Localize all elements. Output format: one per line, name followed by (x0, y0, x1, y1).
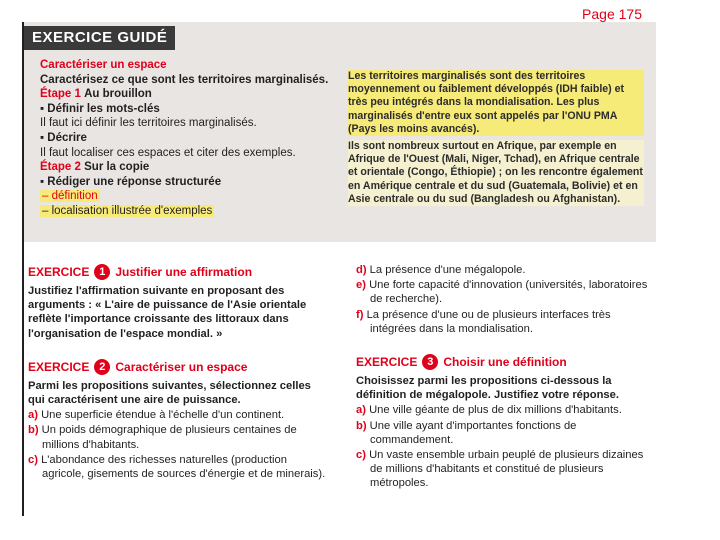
step1-title: Au brouillon (84, 88, 152, 101)
step2-item-write: ▪ Rédiger une réponse structurée (40, 175, 222, 188)
guided-question: Caractérisez ce que sont les territoires marginalisés. (40, 73, 329, 86)
page-number: Page 175 (582, 6, 642, 22)
right-column (356, 262, 652, 491)
left-column (28, 264, 328, 481)
step1-heading (40, 87, 340, 102)
textbook-page (22, 22, 656, 516)
exercise-2-option-e: e) Une forte capacité d'innovation (universités, laboratoires de recherche). (356, 279, 648, 306)
step2-item-definition: – définition (42, 190, 98, 203)
step2-title: Sur la copie (84, 161, 150, 174)
exercise-3-body: Choisissez parmi les propositions ci-dessous la définition de mégalopole. Justifiez votre réponse. (356, 375, 619, 402)
exercise-1-heading (28, 264, 328, 280)
exercise-2-option-c: c) L'abondance des richesses naturelles (production agricole, gisements de sources d'énergie et de minerais). (28, 453, 326, 481)
step1-label: Étape 1 (40, 88, 81, 101)
step1-item-describe: ▪ Décrire (40, 131, 87, 144)
exercise-1-body: Justifiez l'affirmation suivante en proposant des arguments : « L'aire de puissance de l'Asie orientale reflète l'importance croissante des littoraux dans l'organisation de l'espace mondial. » (28, 285, 307, 340)
guided-exercise-title: EXERCICE GUIDÉ (24, 26, 175, 50)
exercise-2-number-badge: 2 (94, 359, 110, 375)
exercise-3-option-b: b) Une ville ayant d'importantes fonctions de commandement. (356, 419, 577, 446)
exercise-1-title: Justifier une affirmation (115, 264, 253, 279)
exercise-3-number-badge: 3 (422, 354, 438, 370)
exercise-3-title: Choisir une définition (443, 354, 567, 369)
exercise-2-heading (28, 359, 328, 375)
step1-text-keywords: Il faut ici définir les territoires marginalisés. (40, 117, 257, 130)
exercise-2-option-f: f) La présence d'une ou de plusieurs interfaces très intégrées dans la mondialisation. (356, 308, 611, 335)
answer-localisation: Ils sont nombreux surtout en Afrique, par exemple en Afrique de l'Ouest (Mali, Niger, Tchad), en Afrique centrale et orientale (Congo, Éthiopie) ; on les rencontre également en Amérique centrale et du sud (Guatemala, Bolivie) et en Asie centrale ou du sud (Bangladesh ou Afghanistan). (348, 140, 643, 205)
step2-label: Étape 2 (40, 161, 81, 174)
exercise-2-label: EXERCICE (28, 359, 90, 374)
step1-item-keywords: ▪ Définir les mots-clés (40, 102, 160, 115)
guided-exercise-box (24, 22, 656, 242)
step2-heading (40, 160, 340, 175)
exercise-2-body: Parmi les propositions suivantes, sélectionnez celles qui caractérisent une aire de puissance. (28, 379, 311, 407)
guided-subtitle: Caractériser un espace (40, 59, 167, 71)
exercise-1-label: EXERCICE (28, 264, 90, 279)
answer-definition: Les territoires marginalisés sont des territoires moyennement ou faiblement développés (IDH faible) et très peu intégrés dans la mondialisation. Les plus marginalisés d'entre eux sont appelés par l'ONU PMA (Pays les moins avancés). (348, 70, 644, 136)
exercise-1-number-badge: 1 (94, 264, 110, 280)
exercise-2-option-d: d) La présence d'une mégalopole. (356, 264, 526, 276)
exercise-3-option-c: c) Un vaste ensemble urbain peuplé de plusieurs dizaines de millions d'habitants et constitué de plusieurs métropoles. (356, 449, 644, 490)
exercise-2-option-b: b) Un poids démographique de plusieurs centaines de millions d'habitants. (28, 424, 297, 451)
step2-item-localisation: – localisation illustrée d'exemples (42, 204, 213, 217)
exercise-3-option-a: a) Une ville géante de plus de dix millions d'habitants. (356, 404, 622, 417)
guided-answer (344, 68, 648, 208)
step1-text-describe: Il faut localiser ces espaces et citer des exemples. (40, 146, 296, 159)
exercise-3-label: EXERCICE (356, 354, 418, 369)
exercise-2-option-a: a) Une superficie étendue à l'échelle d'un continent. (28, 409, 285, 422)
exercise-2-title: Caractériser un espace (115, 359, 248, 374)
guided-method (40, 58, 340, 219)
exercise-3-heading (356, 354, 652, 370)
